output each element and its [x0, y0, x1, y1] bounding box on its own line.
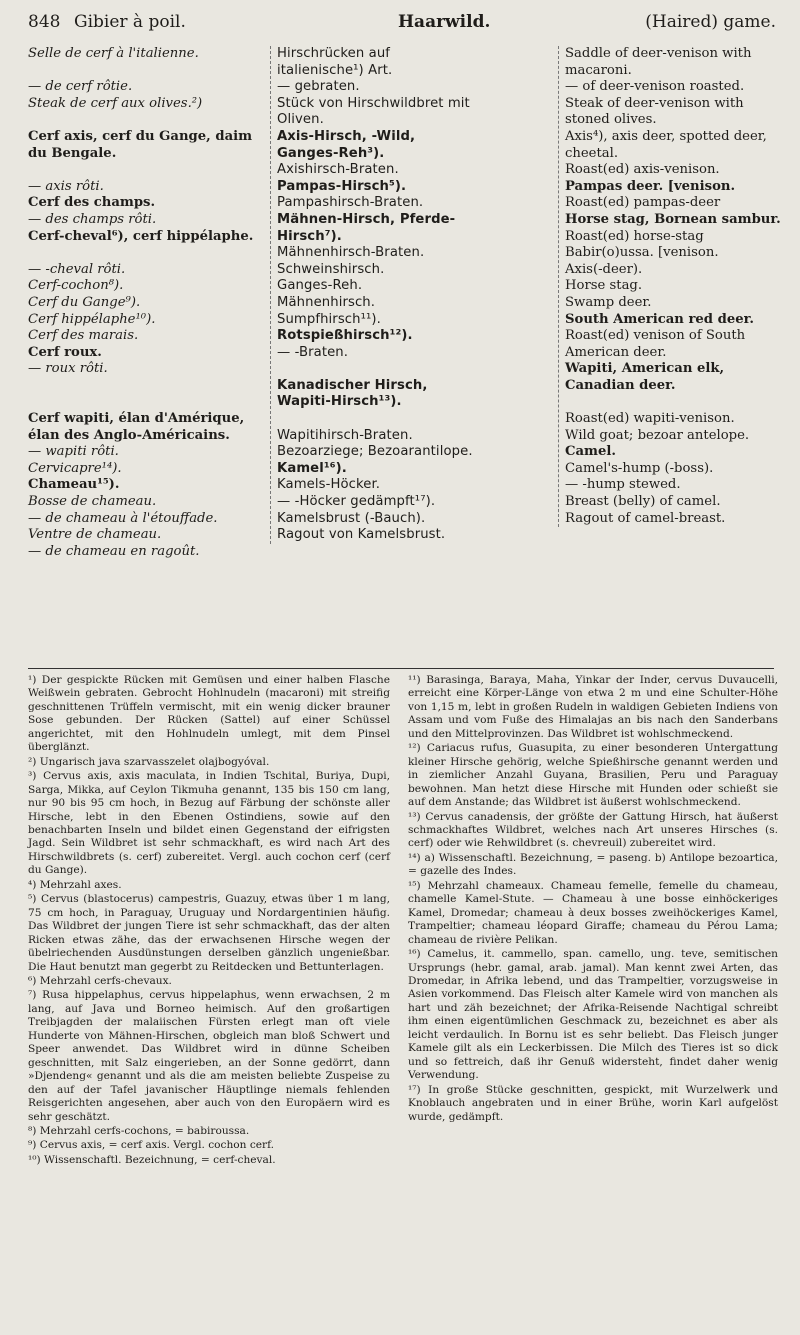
fr-entry: Cerf du Gange⁹).: [28, 294, 141, 310]
fr-entry: Chameau¹⁵).: [28, 477, 120, 493]
fr-entry: Steak de cerf aux olives.²): [28, 95, 203, 111]
fr-entry: Cerf-cochon⁸).: [28, 278, 124, 294]
de-entry: Ganges-Reh.: [277, 278, 363, 294]
en-entry: Swamp deer.: [565, 294, 652, 310]
footnote: ²) Ungarisch java szarvasszelet olajbogyóval.: [28, 755, 270, 768]
fr-entry: Cerf axis, cerf du Gange, daim du Bengale.: [28, 128, 253, 161]
footnote: ¹⁵) Mehrzahl chameaux. Chameau femelle, femelle du chameau, chamelle Kamel-Stute. — Chameau à une bosse einhöckeriges Kamel, Dromedar; chameau à deux bosses zweihöckeriges Kamel, Trampeltier; chameau léopard Giraffe; chameau du Pérou Lama; chameau de rivière Pelikan.: [408, 879, 778, 946]
de-entry: Axishirsch-Braten.: [277, 162, 399, 178]
de-entry: Ragout von Kamelsbrust.: [277, 527, 446, 543]
de-entry: — -Höcker gedämpft¹⁷).: [277, 494, 436, 510]
footnote-divider: [28, 668, 774, 669]
center-running-title: Haarwild.: [398, 12, 491, 32]
footnote: ¹⁰) Wissenschaftl. Bezeichnung, = cerf-cheval.: [28, 1153, 276, 1166]
de-entry: Kanadischer Hirsch, Wapiti-Hirsch¹³).: [277, 377, 428, 410]
footnote: ¹²) Cariacus rufus, Guasupita, zu einer besonderen Untergattung kleiner Hirsche gehörig, welche Spießhirsche genannt werden und in ziemlicher Anzahl Guyana, Brasilien, Peru und Paraguay bewohnen. Man hetzt diese Hirsche mit Hunden oder schießt sie auf dem Anstande; das Wildbret ist äußerst wohlschmeckend.: [408, 742, 778, 809]
fr-entry: Cervicapre¹⁴).: [28, 460, 122, 476]
en-entry: Roast(ed) pampas-deer: [565, 195, 721, 211]
footnote: ¹⁷) In große Stücke geschnitten, gespickt, mit Wurzelwerk und Knoblauch angebraten und in einer Brühe, worin Karl aufgelöst wurde, gedämpft.: [408, 1083, 778, 1123]
glossary-columns: [28, 46, 788, 664]
de-entry: Sumpfhirsch¹¹).: [277, 311, 381, 327]
page-number: 848: [28, 12, 61, 32]
footnote: ¹⁶) Camelus, it. cammello, span. camello, ung. teve, semitischen Ursprungs (hebr. gamal, arab. jamal). Man kennt zwei Arten, das Dromedar, in Afrika lebend, und das Trampeltier, vorzugsweise in Asien vorkommend. Das Fleisch alter Kamele wird von manchen als hart und zäh bezeichnet; der Afrika-Reisende Nachtigal schreibt ihm einen eigentümlichen Geschmack zu, bezeichnet es aber als leicht verdaulich. In Bornu ist es sehr beliebt. Das Fleisch junger Kamele gilt als ein Leckerbissen. Die Milch des Tieres ist so dick und so fettreich, daß ihr Genuß widersteht, findet daher wenig Verwendung.: [408, 948, 778, 1082]
fr-entry: — wapiti rôti.: [28, 444, 119, 460]
right-running-title: (Haired) game.: [645, 12, 776, 32]
footnote: ⁶) Mehrzahl cerfs-chevaux.: [28, 974, 172, 987]
footnote: ⁴) Mehrzahl axes.: [28, 878, 122, 891]
footnotes-left-column: [28, 674, 390, 1168]
de-entry: Stück von Hirschwildbret mit Oliven.: [277, 95, 470, 128]
de-entry: Pampashirsch-Braten.: [277, 195, 424, 211]
fr-entry: Selle de cerf à l'italienne.: [28, 46, 199, 61]
fr-entry: Cerf hippélaphe¹⁰).: [28, 311, 156, 327]
footnote: ¹¹) Barasinga, Baraya, Maha, Yinkar der Inder, cervus Duvaucelli, erreicht eine Körper-Länge von etwa 2 m und eine Schulter-Höhe von 1,15 m, lebt in großen Rudeln in waldigen Gebieten Indiens von Assam und vom Fuße des Himalajas an bis nach den Sanderbans und den Mittelprovinzen. Das Wildbret ist wohlschmeckend.: [408, 674, 778, 740]
de-entry: Mähnen-Hirsch, Pferde-Hirsch⁷).: [277, 211, 456, 244]
en-entry: Wild goat; bezoar antelope.: [565, 427, 750, 443]
de-entry: Pampas-Hirsch⁵).: [277, 178, 407, 194]
fr-entry: — axis rôti.: [28, 178, 104, 194]
en-entry: Roast(ed) axis-venison.: [565, 162, 720, 178]
de-entry: Kamels-Höcker.: [277, 477, 381, 493]
fr-entry: Cerf des champs.: [28, 195, 156, 211]
english-column: [558, 46, 791, 527]
footnotes-right-column: [408, 674, 778, 1125]
footnote: ⁵) Cervus (blastocerus) campestris, Guazuy, etwas über 1 m lang, 75 cm hoch, in Paraguay, Uruguay und Nordargentinien häufig. Das Wildbret der jungen Tiere ist sehr schmackhaft, das der alten Ricken etwas zähe, das der erwachsenen Hirsche wegen der übelriechenden Ausdünstungen derselben gänzlich ungenießbar. Die Haut benutzt man gegerbt zu Reitdecken und Bettunterlagen.: [28, 893, 390, 973]
en-entry: Roast(ed) wapiti-venison.: [565, 411, 735, 427]
page-header: [28, 10, 776, 36]
en-entry: Wapiti, American elk, Canadian deer.: [565, 361, 725, 393]
en-entry: Roast(ed) venison of South American deer.: [565, 328, 746, 360]
en-entry: Saddle of deer-venison with macaroni.: [565, 46, 752, 78]
en-entry: — of deer-venison roasted.: [565, 79, 745, 95]
en-entry: Steak of deer-venison with stoned olives.: [565, 95, 744, 128]
left-running-title: Gibier à poil.: [74, 12, 186, 32]
de-entry: Mähnenhirsch-Braten.: [277, 245, 425, 261]
de-entry: Rotspießhirsch¹²).: [277, 328, 413, 344]
footnote: ⁹) Cervus axis, = cerf axis. Vergl. cochon cerf.: [28, 1139, 275, 1152]
en-entry: — -hump stewed.: [565, 477, 681, 493]
en-entry: South American red deer.: [565, 311, 754, 327]
fr-entry: Cerf des marais.: [28, 328, 139, 344]
en-entry: Axis(-deer).: [565, 261, 643, 277]
fr-entry: Ventre de chameau.: [28, 527, 162, 543]
fr-entry: — -cheval rôti.: [28, 261, 126, 277]
en-entry: Pampas deer. [venison.: [565, 178, 736, 194]
footnotes: [28, 674, 780, 1324]
de-entry: Hirschrücken auf italienische¹) Art.: [277, 46, 393, 78]
de-entry: Bezoarziege; Bezoarantilope.: [277, 444, 473, 460]
de-entry: Kamel¹⁶).: [277, 460, 347, 476]
en-entry: Horse stag.: [565, 278, 643, 294]
footnote: ⁷) Rusa hippelaphus, cervus hippelaphus, wenn erwachsen, 2 m lang, auf Java und Borneo heimisch. Auf den großartigen Treibjagden der malaiischen Fürsten erlegt man oft viele Hunderte von Mähnen-Hirschen, obgleich man bloß Schwert und Speer anwendet. Das Wildbret wird in dünne Scheiben geschnitten, mit Salz eingerieben, an der Sonne gedörrt, dann »Djendeng« genannt und als die am meisten beliebte Zuspeise zu den auf der Tafel javanischer Häuptlinge niemals fehlenden Reisgerichten angesehen, aber auch von den Europäern wird es sehr geschätzt.: [28, 989, 390, 1123]
fr-entry: Cerf roux.: [28, 344, 102, 360]
de-entry: — -Braten.: [277, 344, 349, 360]
fr-entry: — des champs rôti.: [28, 211, 157, 227]
de-entry: — gebraten.: [277, 79, 360, 95]
de-entry: Axis-Hirsch, -Wild, Ganges-Reh³).: [277, 128, 416, 161]
de-entry: Mähnenhirsch.: [277, 294, 376, 310]
fr-entry: — de chameau à l'étouffade.: [28, 510, 218, 526]
en-entry: Horse stag, Bornean sambur.: [565, 211, 781, 227]
fr-entry: Cerf-cheval⁶), cerf hippélaphe.: [28, 228, 254, 244]
footnote: ¹) Der gespickte Rücken mit Gemüsen und einer halben Flasche Weißwein gebraten. Gebrocht Hohlnudeln (macaroni) mit streifig geschnittenen Trüffeln vermischt, mit ein wenig dicker brauner Sose gebunden. Der Rücken (Sattel) auf einer Schüssel angerichtet, mit den Hohlnudeln umlegt, mit dem Pinsel überglänzt.: [28, 674, 390, 754]
french-column: [28, 46, 256, 560]
footnote: ⁸) Mehrzahl cerfs-cochons, = babiroussa.: [28, 1124, 250, 1137]
footnote: ³) Cervus axis, axis maculata, in Indien Tschital, Buriya, Dupi, Sarga, Mikka, auf Ceylon Tikmuha genannt, 135 bis 150 cm lang, nur 90 bis 95 cm hoch, in Bezug auf Färbung der schönste aller Hirsche, lebt in den Ebenen Ostindiens, sowie auf den benachbarten Inseln und bildet einen Gegenstand der eifrigsten Jagd. Sein Wildbret ist sehr schmackhaft, es wird nach Art des Hirschwildbrets (s. cerf) zubereitet. Vergl. auch cochon cerf (cerf du Gange).: [28, 770, 390, 877]
en-entry: Axis⁴), axis deer, spotted deer, cheetal.: [565, 128, 767, 161]
fr-entry: — de cerf rôtie.: [28, 79, 133, 95]
fr-entry: Bosse de chameau.: [28, 494, 157, 510]
en-entry: Roast(ed) horse-stag: [565, 228, 704, 244]
en-entry: Ragout of camel-breast.: [565, 510, 726, 526]
en-entry: Babir(o)ussa. [venison.: [565, 245, 719, 261]
footnote: ¹⁴) a) Wissenschaftl. Bezeichnung, = paseng. b) Antilope bezoartica, = gazelle des Indes.: [408, 851, 778, 878]
fr-entry: — de chameau en ragoût.: [28, 543, 200, 559]
footnote: ¹³) Cervus canadensis, der größte der Gattung Hirsch, hat äußerst schmackhaftes Wildbret, welches nach Art unseres Hirsches (s. cerf) oder wie Rehwildbret (s. chevreuil) zubereitet wird.: [408, 810, 778, 850]
fr-entry: — roux rôti.: [28, 361, 108, 377]
german-column: [270, 46, 477, 544]
de-entry: Schweinshirsch.: [277, 261, 385, 277]
de-entry: Kamelsbrust (-Bauch).: [277, 510, 426, 526]
de-entry: Wapitihirsch-Braten.: [277, 427, 413, 443]
en-entry: Camel.: [565, 444, 616, 460]
fr-entry: Cerf wapiti, élan d'Amérique, élan des Anglo-Américains.: [28, 411, 245, 443]
en-entry: Breast (belly) of camel.: [565, 494, 721, 510]
en-entry: Camel's-hump (-boss).: [565, 460, 714, 476]
